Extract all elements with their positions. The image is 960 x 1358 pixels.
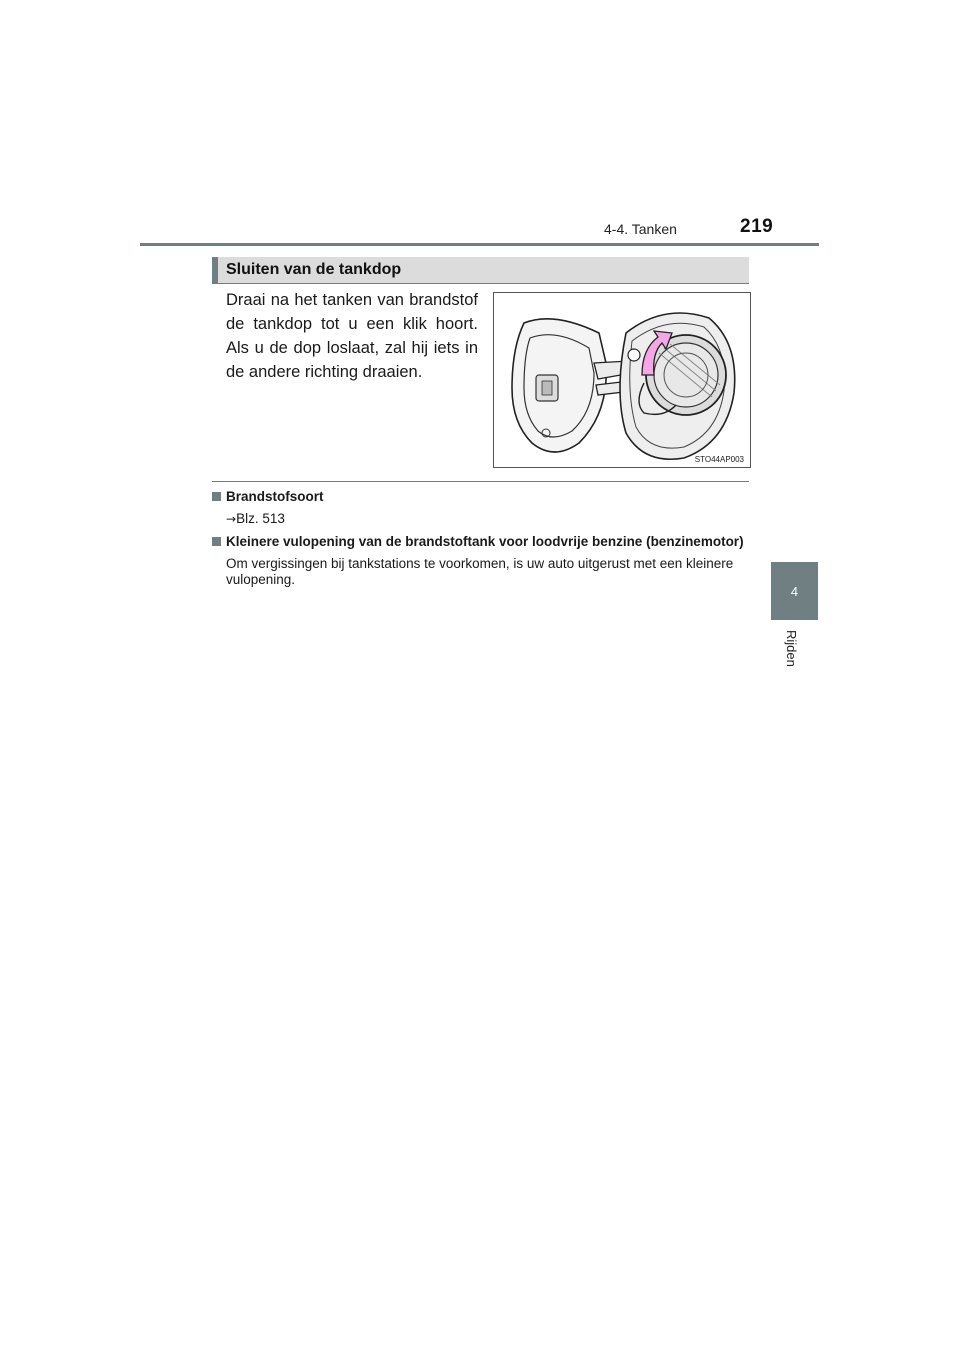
note-fuel-type [212, 489, 749, 527]
note-bullet [212, 537, 221, 546]
note-bullet [212, 492, 221, 501]
arrow-icon: → [226, 512, 237, 526]
note-body: Om vergissingen bij tankstations te voorkomen, is uw auto uitgerust met een kleinere vulopening. [226, 556, 734, 587]
section-title: Sluiten van de tankdop [226, 261, 402, 278]
fuel-cap-drawing [494, 293, 750, 467]
page-header-chapter: 4-4. Tanken [604, 221, 677, 237]
header-rule [140, 243, 819, 246]
note-heading: Brandstofsoort [226, 489, 324, 504]
section-end-rule [212, 481, 749, 482]
fuel-cap-illustration [493, 292, 751, 468]
note-filler-opening [212, 534, 749, 588]
chapter-side-label: Rijden [784, 630, 799, 667]
section-heading-bar [212, 257, 749, 283]
chapter-number: 4 [790, 583, 799, 599]
chapter-side-tab [771, 562, 818, 620]
section-underline [212, 283, 749, 284]
figure-code: STO44AP003 [694, 455, 744, 464]
page-reference-link[interactable]: Blz. 513 [236, 511, 285, 526]
section-accent [212, 257, 218, 283]
page-number: 219 [740, 216, 774, 237]
note-heading: Kleinere vulopening van de brandstoftank voor loodvrije benzine (benzinemotor) [226, 534, 744, 549]
note-body [226, 511, 749, 527]
section-body-text: Draai na het tanken van brandstof de tankdop tot u een klik hoort. Als u de dop loslaat, zal hij iets in de andere richting draaien. [226, 291, 478, 381]
